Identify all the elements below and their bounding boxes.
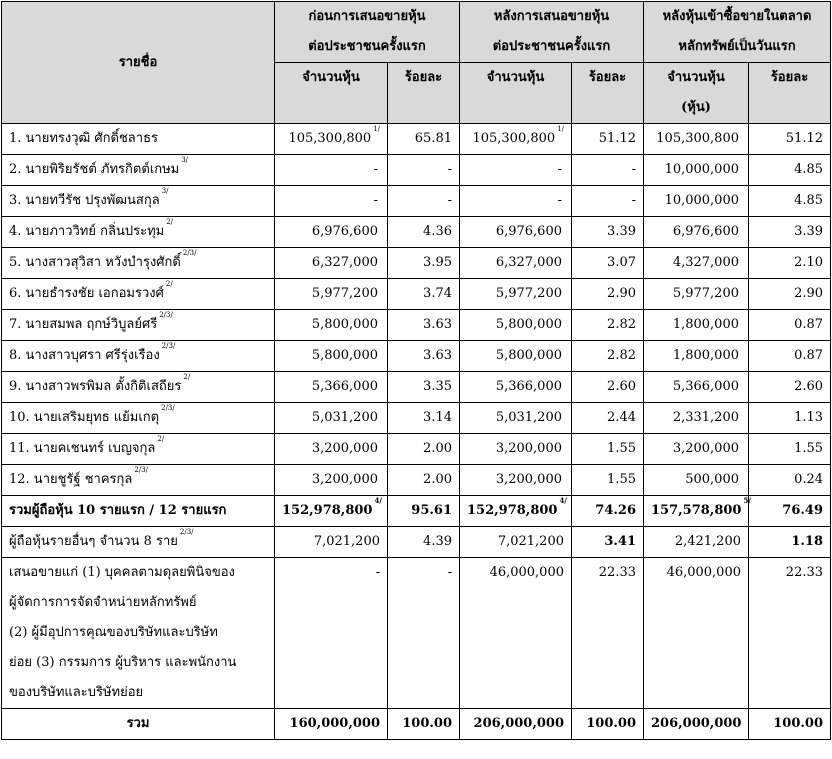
listing-pct-cell: 0.24 <box>749 465 831 496</box>
row-name: 12. นายชูรัฐ์ ชาครกุล$^{2/3/}$ <box>2 465 275 496</box>
table-row <box>2 248 831 279</box>
after-pct-cell: 2.82 <box>572 310 644 341</box>
listing-pct-cell: 51.12 <box>749 124 831 155</box>
listing-shares-cell: 3,200,000 <box>644 434 749 465</box>
table-row <box>2 434 831 465</box>
before-pct-cell: 3.63 <box>388 310 460 341</box>
after-pct-cell: 74.26 <box>572 496 644 527</box>
after-ipo-header: หลังการเสนอขายหุ้น ต่อประชาชนครั้งแรก <box>460 2 644 63</box>
after-shares-cell: 6,327,000 <box>460 248 572 279</box>
name-column-header: รายชื่อ <box>2 2 275 124</box>
before-pct-cell: - <box>388 155 460 186</box>
table-row <box>2 341 831 372</box>
after-pct-cell: 2.44 <box>572 403 644 434</box>
listing-pct-cell: 22.33 <box>749 558 831 709</box>
listing-pct-cell: 0.87 <box>749 310 831 341</box>
before-shares-cell: 5,366,000 <box>275 372 388 403</box>
listing-shares-cell: 10,000,000 <box>644 186 749 217</box>
before-ipo-header: ก่อนการเสนอขายหุ้น ต่อประชาชนครั้งแรก <box>275 2 460 63</box>
before-shares-cell: 6,976,600 <box>275 217 388 248</box>
after-shares-header: จำนวนหุ้น <box>460 63 572 124</box>
after-shares-cell: 5,977,200 <box>460 279 572 310</box>
row-name: 8. นางสาวบุศรา ศรีรุ่งเรือง$^{2/3/}$ <box>2 341 275 372</box>
table-row <box>2 124 831 155</box>
table-row <box>2 217 831 248</box>
first-trading-day-header: หลังหุ้นเข้าซื้อขายในตลาด หลักทรัพย์เป็นวันแรก <box>644 2 831 63</box>
after-shares-cell: - <box>460 186 572 217</box>
before-pct-cell: 3.14 <box>388 403 460 434</box>
listing-pct-cell: 76.49 <box>749 496 831 527</box>
before-shares-cell: - <box>275 558 388 709</box>
before-shares-cell: 5,031,200 <box>275 403 388 434</box>
listing-shares-cell: 10,000,000 <box>644 155 749 186</box>
listing-pct-header: ร้อยละ <box>749 63 831 124</box>
after-pct-cell: - <box>572 186 644 217</box>
after-shares-cell: $152,978,800^{4/}$ <box>460 496 572 527</box>
table-row <box>2 155 831 186</box>
header-row-top <box>2 2 831 63</box>
before-shares-cell: 6,327,000 <box>275 248 388 279</box>
before-shares-cell: 3,200,000 <box>275 434 388 465</box>
top-total-row <box>2 496 831 527</box>
before-shares-cell: - <box>275 186 388 217</box>
after-shares-cell: 3,200,000 <box>460 465 572 496</box>
after-pct-cell: 3.39 <box>572 217 644 248</box>
table-row <box>2 186 831 217</box>
listing-shares-cell: $157,578,800^{5/}$ <box>644 496 749 527</box>
listing-shares-cell: 2,331,200 <box>644 403 749 434</box>
before-pct-cell: 65.81 <box>388 124 460 155</box>
after-shares-cell: - <box>460 155 572 186</box>
grand-total-row <box>2 709 831 740</box>
listing-pct-cell: 2.90 <box>749 279 831 310</box>
listing-shares-cell: 105,300,800 <box>644 124 749 155</box>
before-pct-cell: 100.00 <box>388 709 460 740</box>
row-name: 11. นายคเชนทร์ เบญจกุล$^{2/}$ <box>2 434 275 465</box>
before-shares-cell: 5,977,200 <box>275 279 388 310</box>
listing-shares-cell: 6,976,600 <box>644 217 749 248</box>
listing-shares-cell: 1,800,000 <box>644 310 749 341</box>
after-pct-cell: 3.41 <box>572 527 644 558</box>
listing-pct-cell: 1.55 <box>749 434 831 465</box>
shareholder-table <box>1 1 831 740</box>
listing-shares-cell: 206,000,000 <box>644 709 749 740</box>
listing-pct-cell: 2.60 <box>749 372 831 403</box>
after-pct-cell: 2.60 <box>572 372 644 403</box>
row-name: 9. นางสาวพรพิมล ตั้งกิติเสถียร$^{2/}$ <box>2 372 275 403</box>
listing-shares-cell: 4,327,000 <box>644 248 749 279</box>
table-row <box>2 279 831 310</box>
listing-shares-cell: 1,800,000 <box>644 341 749 372</box>
after-shares-cell: 7,021,200 <box>460 527 572 558</box>
before-shares-cell: $105,300,800^{1/}$ <box>275 124 388 155</box>
before-pct-cell: - <box>388 558 460 709</box>
listing-pct-cell: 2.10 <box>749 248 831 279</box>
before-pct-header: ร้อยละ <box>388 63 460 124</box>
after-pct-cell: 22.33 <box>572 558 644 709</box>
after-shares-cell: 5,800,000 <box>460 341 572 372</box>
row-name: รวมผู้ถือหุ้น 10 รายแรก / 12 รายแรก <box>2 496 275 527</box>
row-name: 4. นายภาววิทย์ กลิ่นประทุม$^{2/}$ <box>2 217 275 248</box>
row-name: 10. นายเสริมยุทธ แย้มเกตุ$^{2/3/}$ <box>2 403 275 434</box>
listing-shares-cell: 46,000,000 <box>644 558 749 709</box>
offering-description: เสนอขายแก่ (1) บุคคลตามดุลยพินิจของ ผู้จัดการการจัดจำหน่ายหลักทรัพย์ (2) ผู้มีอุปการคุณของบริษัทและบริษัท ย่อย (3) กรรมการ ผู้บริหาร และพนักงาน ของบริษัทและบริษัทย่อย <box>2 558 275 709</box>
listing-pct-cell: 4.85 <box>749 186 831 217</box>
before-shares-cell: 5,800,000 <box>275 341 388 372</box>
before-pct-cell: 2.00 <box>388 465 460 496</box>
before-shares-cell: - <box>275 155 388 186</box>
before-shares-cell: $152,978,800^{4/}$ <box>275 496 388 527</box>
after-shares-cell: 5,366,000 <box>460 372 572 403</box>
row-name: 6. นายธำรงชัย เอกอมรวงศ์$^{2/}$ <box>2 279 275 310</box>
listing-pct-cell: 0.87 <box>749 341 831 372</box>
offering-row <box>2 558 831 709</box>
after-pct-cell: 100.00 <box>572 709 644 740</box>
row-name: 5. นางสาวสุวิสา หวังบำรุงศักดิ์$^{2/3/}$ <box>2 248 275 279</box>
after-shares-cell: 206,000,000 <box>460 709 572 740</box>
table-row <box>2 372 831 403</box>
row-name: 7. นายสมพล ฤกษ์วิบูลย์ศรี$^{2/3/}$ <box>2 310 275 341</box>
after-shares-cell: 3,200,000 <box>460 434 572 465</box>
row-name: รวม <box>2 709 275 740</box>
listing-pct-cell: 4.85 <box>749 155 831 186</box>
before-pct-cell: 2.00 <box>388 434 460 465</box>
after-pct-cell: 2.82 <box>572 341 644 372</box>
listing-pct-cell: 100.00 <box>749 709 831 740</box>
listing-shares-header: จำนวนหุ้น (หุ้น) <box>644 63 749 124</box>
after-pct-cell: 3.07 <box>572 248 644 279</box>
listing-pct-cell: 1.13 <box>749 403 831 434</box>
after-pct-cell: 1.55 <box>572 465 644 496</box>
after-shares-cell: 5,800,000 <box>460 310 572 341</box>
listing-shares-cell: 500,000 <box>644 465 749 496</box>
after-pct-header: ร้อยละ <box>572 63 644 124</box>
before-shares-cell: 3,200,000 <box>275 465 388 496</box>
shareholder-rows <box>2 124 831 496</box>
before-pct-cell: - <box>388 186 460 217</box>
after-shares-cell: 5,031,200 <box>460 403 572 434</box>
listing-shares-cell: 5,977,200 <box>644 279 749 310</box>
after-pct-cell: 2.90 <box>572 279 644 310</box>
row-name: 2. นายพิริยรัชต์ ภัทรกิตต์เกษม$^{3/}$ <box>2 155 275 186</box>
after-pct-cell: - <box>572 155 644 186</box>
before-pct-cell: 4.36 <box>388 217 460 248</box>
before-pct-cell: 4.39 <box>388 527 460 558</box>
after-pct-cell: 51.12 <box>572 124 644 155</box>
table-row <box>2 465 831 496</box>
table-row <box>2 403 831 434</box>
row-name: 1. นายทรงวุฒิ ศักดิ์ชลาธร <box>2 124 275 155</box>
row-name: 3. นายทวีรัช ปรุงพัฒนสกุล$^{3/}$ <box>2 186 275 217</box>
listing-shares-cell: 5,366,000 <box>644 372 749 403</box>
listing-shares-cell: 2,421,200 <box>644 527 749 558</box>
after-pct-cell: 1.55 <box>572 434 644 465</box>
before-pct-cell: 3.95 <box>388 248 460 279</box>
after-shares-cell: 46,000,000 <box>460 558 572 709</box>
after-shares-cell: 6,976,600 <box>460 217 572 248</box>
listing-pct-cell: 1.18 <box>749 527 831 558</box>
before-pct-cell: 3.35 <box>388 372 460 403</box>
listing-pct-cell: 3.39 <box>749 217 831 248</box>
others-row <box>2 527 831 558</box>
before-shares-header: จำนวนหุ้น <box>275 63 388 124</box>
before-pct-cell: 95.61 <box>388 496 460 527</box>
after-shares-cell: $105,300,800^{1/}$ <box>460 124 572 155</box>
before-pct-cell: 3.74 <box>388 279 460 310</box>
before-shares-cell: 5,800,000 <box>275 310 388 341</box>
table-row <box>2 310 831 341</box>
before-shares-cell: 160,000,000 <box>275 709 388 740</box>
row-name: ผู้ถือหุ้นรายอื่นๆ จำนวน 8 ราย$^{2/3/}$ <box>2 527 275 558</box>
before-shares-cell: 7,021,200 <box>275 527 388 558</box>
before-pct-cell: 3.63 <box>388 341 460 372</box>
